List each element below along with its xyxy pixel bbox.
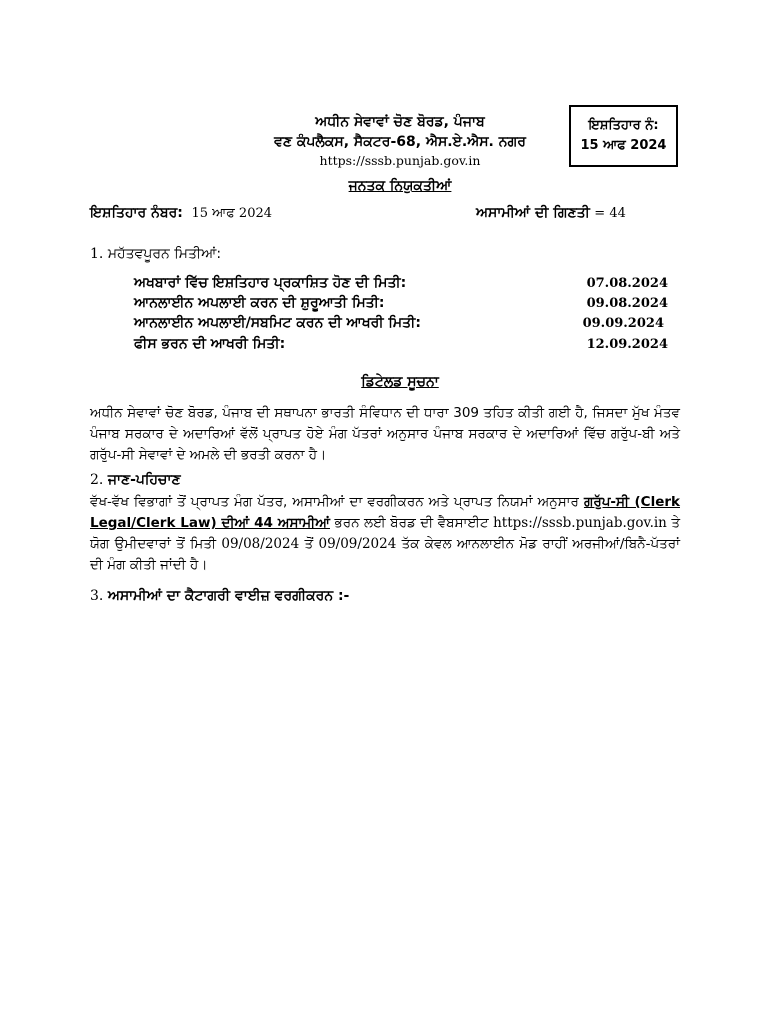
- section-1-title: ਮਹੱਤਵਪੂਰਨ ਮਿਤੀਆਂ:: [107, 246, 222, 262]
- section-1-heading: [90, 246, 221, 262]
- date-row-value: 12.09.2024: [586, 337, 668, 352]
- date-row-label: ਆਨਲਾਈਨ ਅਪਲਾਈ ਕਰਨ ਦੀ ਸ਼ੁਰੂਆਤੀ ਮਿਤੀ:: [134, 295, 385, 311]
- date-row-value: 07.08.2024: [586, 276, 668, 291]
- section-2-text-a: ਵੱਖ-ਵੱਖ ਵਿਭਾਗਾਂ ਤੋਂ ਪ੍ਰਾਪਤ ਮੰਗ ਪੱਤਰ, ਅਸਾਮੀਆਂ ਦਾ ਵਰਗੀਕਰਨ ਅਤੇ ਪ੍ਰਾਪਤ ਨਿਯਮਾਂ ਅਨੁਸਾਰ: [90, 494, 584, 510]
- detailed-info-title: ਡਿਟੇਲਡ ਸੂਚਨਾ: [361, 374, 439, 390]
- section-3-title: ਅਸਾਮੀਆਂ ਦਾ ਕੈਟਾਗਰੀ ਵਾਈਜ਼ ਵਰਗੀਕਰਨ :-: [107, 588, 350, 604]
- date-row-label: ਫੀਸ ਭਰਨ ਦੀ ਆਖਰੀ ਮਿਤੀ:: [134, 336, 286, 352]
- section-2-date-from: 09/08/2024: [221, 536, 300, 552]
- section-2-title: ਜਾਣ-ਪਹਿਚਾਣ: [107, 472, 181, 488]
- section-1-number: 1.: [90, 246, 104, 262]
- section-2-text-d: ਤੋਂ: [299, 536, 319, 552]
- advertisement-number-box: [569, 105, 678, 167]
- org-name: ਅਧੀਨ ਸੇਵਾਵਾਂ ਚੋਣ ਬੋਰਡ, ਪੰਜਾਬ: [315, 114, 485, 130]
- public-appointments-title: ਜਨਤਕ ਨਿਯੁਕਤੀਆਂ: [348, 178, 452, 194]
- section-3-number: 3.: [90, 588, 104, 604]
- section-2-text-e: ਤੱਕ ਕੇਵਲ ਆਨਲਾਈਨ ਮੋਡ ਰਾਹੀਂ ਅਰਜੀਆਂ/ਬਿਨੈ-ਪੱਤਰਾਂ ਦੀ ਮੰਗ ਕੀਤੀ ਜਾਂਦੀ ਹੈ।: [90, 536, 680, 573]
- org-address: ਵਣ ਕੰਪਲੈਕਸ, ਸੈਕਟਰ-68, ਐਸ.ਏ.ਐਸ. ਨਗਰ: [274, 134, 526, 150]
- posts-count-label: ਅਸਾਮੀਆਂ ਦੀ ਗਿਣਤੀ: [476, 205, 590, 221]
- advert-number-line: [90, 205, 272, 221]
- header-website-link[interactable]: https://sssb.punjab.gov.in: [319, 153, 481, 168]
- section-2-website-link[interactable]: https://sssb.punjab.gov.in: [493, 515, 667, 531]
- section-2-paragraph: [90, 492, 680, 576]
- posts-count-value: = 44: [594, 206, 626, 221]
- section-2-text-b: ਭਰਨ ਲਈ ਬੋਰਡ ਦੀ ਵੈਬਸਾਈਟ: [329, 515, 494, 531]
- date-row-value: 09.09.2024: [582, 316, 664, 331]
- section-2-text-c: ਤੇ ਯੋਗ ਉਮੀਦਵਾਰਾਂ ਤੋਂ ਮਿਤੀ: [90, 515, 680, 552]
- section-2-number: 2.: [90, 472, 104, 488]
- date-row-label: ਆਨਲਾਈਨ ਅਪਲਾਈ/ਸਬਮਿਟ ਕਰਨ ਦੀ ਆਖਰੀ ਮਿਤੀ:: [134, 315, 421, 331]
- section-2-heading: [90, 472, 181, 488]
- section-2-posts-emphasis: ਗਰੁੱਪ-ਸੀ (Clerk Legal/Clerk Law) ਦੀਆਂ 44 ਅਸਾਮੀਆਂ: [90, 494, 680, 531]
- advertisement-box-label: ਇਸ਼ਤਿਹਾਰ ਨੰ:: [588, 118, 659, 133]
- section-3-heading: [90, 588, 349, 604]
- date-row-value: 09.08.2024: [586, 296, 668, 311]
- advert-number-value: 15 ਆਫ 2024: [191, 206, 273, 221]
- section-2-date-to: 09/09/2024: [318, 536, 397, 552]
- advert-number-label: ਇਸ਼ਤਿਹਾਰ ਨੰਬਰ:: [90, 205, 183, 221]
- posts-count-line: [476, 205, 626, 221]
- intro-paragraph: ਅਧੀਨ ਸੇਵਾਵਾਂ ਚੋਣ ਬੋਰਡ, ਪੰਜਾਬ ਦੀ ਸਥਾਪਨਾ ਭਾਰਤੀ ਸੰਵਿਧਾਨ ਦੀ ਧਾਰਾ 309 ਤਹਿਤ ਕੀਤੀ ਗਈ ਹੈ, ਜਿਸਦਾ ਮੁੱਖ ਮੰਤਵ ਪੰਜਾਬ ਸਰਕਾਰ ਦੇ ਅਦਾਰਿਆਂ ਵੱਲੋਂ ਪ੍ਰਾਪਤ ਹੋਏ ਮੰਗ ਪੱਤਰਾਂ ਅਨੁਸਾਰ ਪੰਜਾਬ ਸਰਕਾਰ ਦੇ ਅਦਾਰਿਆਂ ਵਿੱਚ ਗਰੁੱਪ-ਬੀ ਅਤੇ ਗਰੁੱਪ-ਸੀ ਸੇਵਾਵਾਂ ਦੇ ਅਮਲੇ ਦੀ ਭਰਤੀ ਕਰਨਾ ਹੈ।: [90, 405, 680, 463]
- date-row-label: ਅਖਬਾਰਾਂ ਵਿੱਚ ਇਸ਼ਤਿਹਾਰ ਪ੍ਰਕਾਸ਼ਿਤ ਹੋਣ ਦੀ ਮਿਤੀ:: [134, 275, 407, 291]
- advertisement-box-number: 15 ਆਫ 2024: [580, 138, 667, 153]
